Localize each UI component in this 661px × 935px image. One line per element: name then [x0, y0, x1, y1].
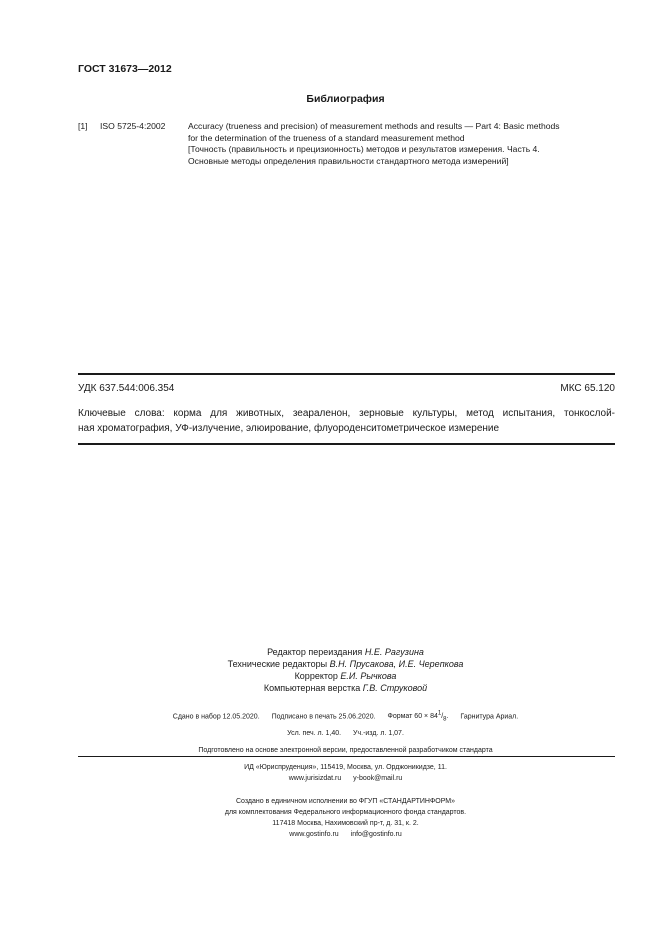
bottom-divider	[78, 443, 615, 445]
producer-line: Создано в единичном исполнении во ФГУП «СТАНДАРТИНФОРМ»	[235, 798, 456, 805]
bibliography-entry-text	[188, 121, 618, 167]
credit-label: Корректор	[294, 671, 338, 681]
mks-code: МКС 65.120	[560, 383, 615, 394]
bibliography-entry-line: for the determination of the trueness of a standard measurement method	[188, 132, 465, 143]
credits	[0, 646, 661, 694]
publisher-website-link[interactable]: www.jurisizdat.ru	[288, 775, 342, 782]
publisher-sheets: Уч.-изд. л. 1,07.	[353, 729, 404, 737]
credit-corrector	[30, 670, 661, 682]
bibliography-entry-code: ISO 5725-4:2002	[100, 121, 166, 131]
credit-name: Е.И. Рычкова	[340, 671, 397, 681]
bibliography-entry-line: Accuracy (trueness and precision) of measurement methods and results — Part 4: Basic methods	[188, 121, 560, 131]
format-prefix: Формат 60 × 84	[387, 713, 438, 721]
producer-email-link[interactable]: info@gostinfo.ru	[350, 831, 402, 838]
producer-address: 117418 Москва, Нахимовский пр-т, д. 31, к. 2.	[272, 820, 419, 827]
bibliography-entry-line: [Точность (правильность и прецизионность) методов и результатов измерения. Часть 4.	[188, 144, 540, 154]
format-denominator: 8	[443, 716, 447, 723]
print-info	[0, 709, 661, 756]
typeset-date: Сдано в набор 12.05.2020.	[172, 713, 260, 721]
top-divider	[78, 373, 615, 375]
document-id: ГОСТ 31673—2012	[78, 63, 172, 75]
credit-name: В.Н. Прусакова, И.Е. Черепкова	[329, 659, 464, 669]
credit-layout	[30, 682, 661, 694]
typeface: Гарнитура Ариал.	[460, 713, 519, 721]
credit-label: Технические редакторы	[227, 659, 328, 669]
credit-name: Н.Е. Рагузина	[364, 647, 424, 657]
producer-contacts	[30, 829, 661, 840]
keywords-line: Ключевые слова: корма для животных, зеараленон, зерновые культуры, метод испытания, тонкослой-	[78, 408, 615, 419]
print-sheets: Усл. печ. л. 1,40.	[287, 729, 342, 737]
prepared-note: Подготовлено на основе электронной версии, предоставленной разработчиком стандарта	[198, 746, 493, 754]
credit-name: Г.В. Струковой	[362, 683, 428, 693]
producer-website-link[interactable]: www.gostinfo.ru	[289, 831, 339, 838]
credit-tech-editors	[30, 658, 661, 670]
publisher-divider	[78, 756, 615, 757]
publisher-email-link[interactable]: y-book@mail.ru	[353, 775, 403, 782]
publisher-info	[0, 762, 661, 784]
udk-code: УДК 637.544:006.354	[78, 383, 175, 394]
format-numerator: 1	[437, 711, 442, 717]
print-info-line	[30, 709, 661, 726]
format-suffix: .	[446, 713, 449, 721]
bibliography-entry-number: [1]	[78, 121, 88, 131]
paper-format: Формат $60 \times 84^1/_8$.	[387, 711, 449, 723]
print-info-line	[30, 728, 661, 739]
credit-editor	[30, 646, 661, 658]
bibliography-entry-line: Основные методы определения правильности стандартного метода измерений]	[188, 155, 509, 166]
bibliography-title: Библиография	[306, 93, 385, 105]
keywords	[78, 407, 615, 436]
producer-line: для комплектования Федерального информационного фонда стандартов.	[224, 809, 467, 816]
publisher-contacts	[30, 773, 661, 784]
signed-date: Подписано в печать 25.06.2020.	[271, 713, 376, 721]
credit-label: Компьютерная верстка	[263, 683, 361, 693]
publisher-address: ИД «Юриспруденция», 115419, Москва, ул. Орджоникидзе, 11.	[244, 764, 447, 771]
keywords-line: ная хроматография, УФ-излучение, элюирование, флуороденситометрическое измерение	[78, 422, 500, 434]
credit-label: Редактор переиздания	[267, 647, 363, 657]
producer-info	[0, 796, 661, 840]
